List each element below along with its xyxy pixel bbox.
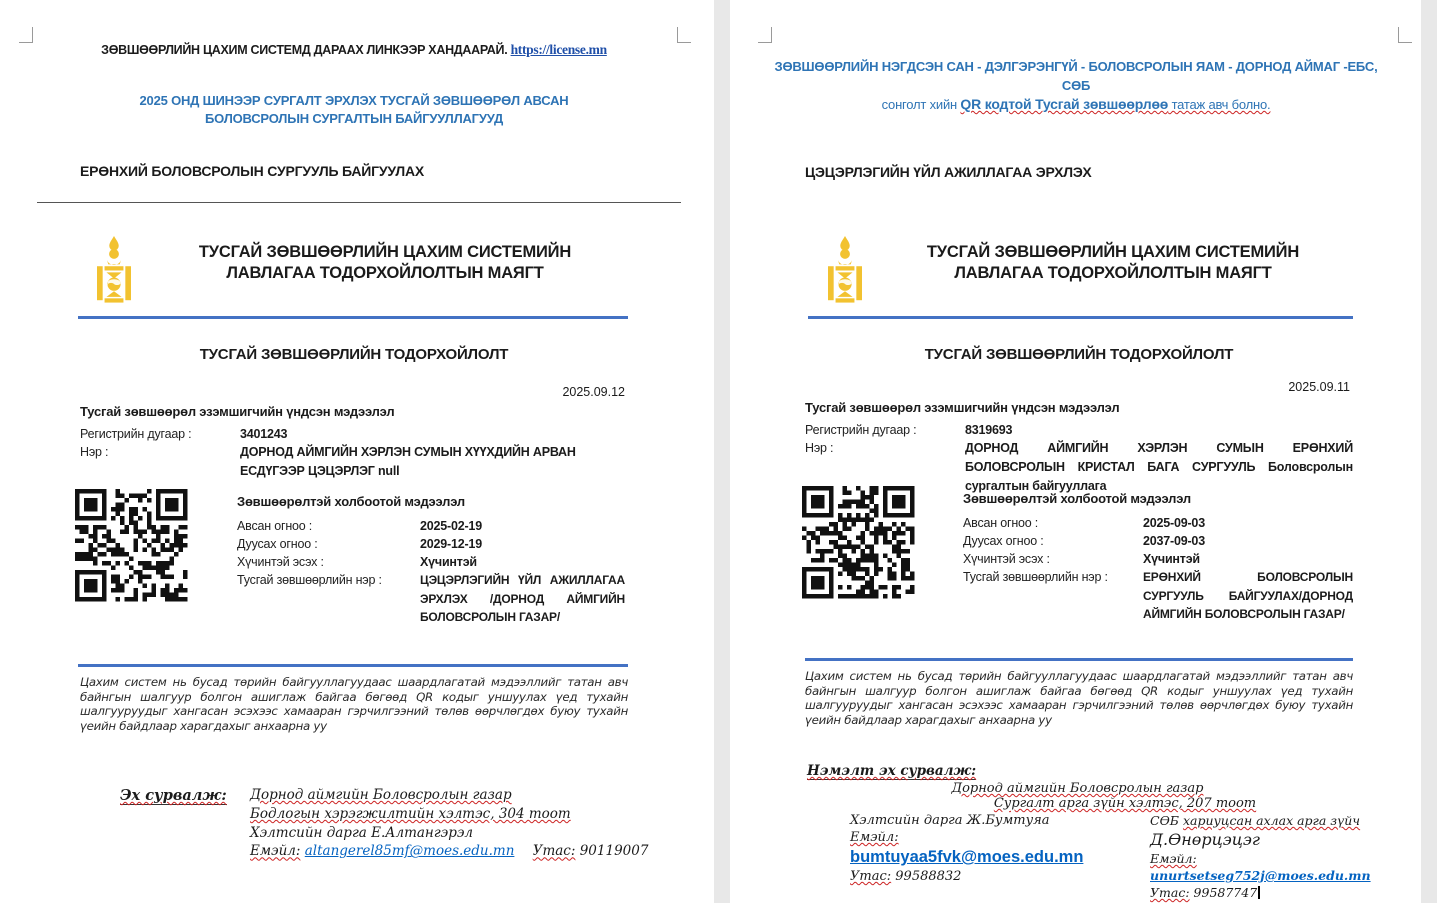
source-center-line2-text: Сургалт арга зүйн хэлтэс, 207 тоот	[993, 796, 1257, 811]
field-row-expire	[237, 535, 628, 553]
qr-code	[802, 486, 915, 599]
top-note-text: ЗӨВШӨӨРЛИЙН ЦАХИМ СИСТЕМД ДАРААХ ЛИНКЭЭР ХАНДААРАЙ.	[101, 43, 508, 57]
blue-rule	[78, 316, 628, 319]
field-row-valid	[963, 550, 1354, 568]
email-link[interactable]: altangerel85mf@moes.edu.mn	[304, 843, 515, 860]
field-label: Дуусах огноо :	[237, 537, 318, 551]
page-subtitle	[80, 92, 628, 128]
qr-code	[75, 489, 188, 602]
email-line	[1150, 850, 1420, 884]
field-row-name	[80, 443, 628, 481]
field-value: ЦЭЦЭРЛЭГИЙН ҮЙЛ АЖИЛЛАГАА ЭРХЛЭХ /ДОРНОД АЙМГИЙН БОЛОВСРОЛЫН ГАЗАР/	[420, 573, 625, 624]
contact-right	[1150, 812, 1420, 901]
field-value: ДОРНОД АЙМГИЙН ХЭРЛЭН СУМЫН ХҮҮХДИЙН АРВАН ЕСДҮГЭЭР ЦЭЦЭРЛЭГ null	[240, 445, 576, 478]
license-link[interactable]: https://license.mn	[510, 42, 607, 57]
certificate-date: 2025.09.11	[1288, 380, 1350, 394]
subtitle-line2: БОЛОВСРОЛЫН СУРГАЛТЫН БАЙГУУЛЛАГУУД	[204, 111, 504, 126]
soyombo-emblem	[95, 236, 133, 304]
field-row-register	[80, 425, 628, 443]
email-link[interactable]: unurtsetseg752j@moes.edu.mn	[1150, 868, 1371, 883]
field-label: Авсан огноо :	[963, 516, 1039, 530]
field-value: ЕРӨНХИЙ БОЛОВСРОЛЫН СУРГУУЛЬ БАЙГУУЛАХ/ДОРНОД АЙМГИЙН БОЛОВСРОЛЫН ГАЗАР/	[1143, 570, 1353, 621]
margin-corner-mark	[758, 27, 772, 43]
certificate-date: 2025.09.12	[562, 385, 625, 399]
top-note-post: татаж авч болно.	[1168, 97, 1271, 112]
field-row-issued	[237, 517, 628, 535]
field-value: Хүчинтэй	[1143, 552, 1200, 566]
email-label: Емэйл:	[1150, 851, 1197, 866]
field-value: 3401243	[240, 427, 288, 441]
source-center-line1: Дорнод аймгийн Боловсролын газар	[951, 781, 1204, 796]
top-note-line1: ЗӨВШӨӨРЛИЙН НЭГДСЭН САН - ДЭЛГЭРЭНГҮЙ - БОЛОВСРОЛЫН ЯАМ - ДОРНОД АЙМАГ -ЕБС, СӨБ	[774, 59, 1378, 93]
source-center-line2	[880, 796, 1370, 811]
form-title-line2: ЛАВЛАГАА ТОДОРХОЙЛОЛТЫН МАЯГТ	[226, 264, 544, 282]
document-page-right	[730, 0, 1421, 903]
form-title	[160, 242, 610, 284]
canvas-right-gutter	[1421, 0, 1437, 903]
field-value: 2025-09-03	[1143, 516, 1205, 530]
field-label: Нэр :	[805, 441, 834, 455]
section-heading: ЕРӨНХИЙ БОЛОВСРОЛЫН СУРГУУЛЬ БАЙГУУЛАХ	[80, 163, 425, 179]
disclaimer-text: Цахим систем нь бусад төрийн байгууллагуудаас шаардлагатай мэдээллийг татан авч байнгын шалгуур болгон ашиглаж байгаа бөгөөд QR кодыг уншуулах үед тухайн шалгууруудыг хангасан эсэхээс хамааран гэрчилгээний төлөв өөрчлөгдөх буюу тухайн үеийн байдлаар харагдахыг анхаарна уу	[805, 669, 1353, 727]
blue-rule	[78, 664, 628, 667]
contact-left	[850, 812, 1140, 885]
phone-line	[1150, 884, 1420, 901]
margin-corner-mark	[19, 27, 33, 43]
field-row-expire	[963, 532, 1354, 550]
field-label: Регистрийн дугаар :	[805, 423, 917, 437]
phone-line	[850, 868, 1140, 885]
owner-section-title: Тусгай зөвшөөрөл эзэмшигчийн үндсэн мэдээлэл	[80, 404, 395, 419]
phone-value: 99588832	[895, 869, 962, 884]
field-row-valid	[237, 553, 628, 571]
top-note	[70, 42, 638, 58]
divider-line	[37, 202, 681, 203]
field-row-license-name	[963, 568, 1354, 624]
source-block	[250, 786, 650, 861]
blue-rule	[808, 316, 1353, 319]
phone-label: Утас:	[850, 869, 892, 884]
margin-corner-mark	[1398, 27, 1412, 43]
phone-value: 90119007	[579, 843, 649, 860]
section-heading: ЦЭЦЭРЛЭГИЙН ҮЙЛ АЖИЛЛАГАА ЭРХЛЭХ	[805, 164, 1092, 180]
phone-label: Утас:	[1150, 885, 1190, 900]
field-label: Регистрийн дугаар :	[80, 427, 192, 441]
text-cursor	[1258, 886, 1260, 899]
top-note-line2	[770, 95, 1382, 114]
contact-title-prefix: СӨБ	[1150, 813, 1183, 828]
owner-section-title: Тусгай зөвшөөрөл эзэмшигчийн үндсэн мэдээлэл	[805, 400, 1120, 415]
email-link[interactable]: bumtuyaa5fvk@moes.edu.mn	[850, 848, 1084, 866]
contact-title-rest: хариуцсан ахлах арга зүйч	[1182, 813, 1361, 828]
field-value: ДОРНОД АЙМГИЙН ХЭРЛЭН СУМЫН ЕРӨНХИЙ БОЛОВСРОЛЫН КРИСТАЛ БАГА СУРГУУЛЬ Боловсролын сургалтын байгууллага	[965, 441, 1353, 493]
email-line	[850, 846, 1140, 868]
field-label: Хүчинтэй эсэх :	[963, 552, 1050, 566]
phone-label: Утас:	[532, 843, 576, 860]
additional-source-label: Нэмэлт эх сурвалж:	[807, 763, 977, 779]
license-section-title: Зөвшөөрөлтэй холбоотой мэдээлэл	[963, 491, 1191, 506]
document-page-left	[0, 0, 714, 903]
form-title-line2: ЛАВЛАГАА ТОДОРХОЙЛОЛТЫН МАЯГТ	[954, 264, 1272, 282]
form-title-line1: ТУСГАЙ ЗӨВШӨӨРЛИЙН ЦАХИМ СИСТЕМИЙН	[198, 243, 572, 261]
email-label: Емэйл:	[850, 830, 899, 845]
disclaimer-text: Цахим систем нь бусад төрийн байгууллагуудаас шаардлагатай мэдээллийг татан авч байнгын шалгуур болгон ашиглаж байгаа бөгөөд QR кодыг уншуулах үед тухайн шалгууруудыг хангасан эсэхээс хамааран гэрчилгээний төлөв өөрчлөгдөх буюу тухайн үеийн байдлаар харагдахыг анхаарна уу	[80, 675, 628, 733]
subtitle-line1: 2025 ОНД ШИНЭЭР СУРГАЛТ ЭРХЛЭХ ТУСГАЙ ЗӨВШӨӨРӨЛ АВСАН	[139, 93, 569, 108]
field-value: 8319693	[965, 423, 1013, 437]
certificate-title: ТУСГАЙ ЗӨВШӨӨРЛИЙН ТОДОРХОЙЛОЛТ	[199, 346, 509, 363]
field-label: Нэр :	[80, 445, 109, 459]
field-label: Тусгай зөвшөөрлийн нэр :	[237, 573, 382, 587]
field-label: Авсан огноо :	[237, 519, 313, 533]
margin-corner-mark	[677, 27, 691, 43]
source-contact-line	[250, 842, 650, 861]
source-line: Хэлтсийн дарга Е.Алтангэрэл	[250, 824, 474, 841]
source-label: Эх сурвалж:	[120, 787, 227, 804]
source-line: Дорнод аймгийн Боловсролын газар	[250, 787, 512, 803]
field-value: Хүчинтэй	[420, 555, 477, 569]
soyombo-emblem	[826, 236, 864, 304]
source-line	[250, 805, 650, 824]
certificate-title: ТУСГАЙ ЗӨВШӨӨРЛИЙН ТОДОРХОЙЛОЛТ	[924, 346, 1234, 363]
license-section-title: Зөвшөөрөлтэй холбоотой мэдээлэл	[237, 494, 465, 509]
contact-name: Хэлтсийн дарга Ж.Бумтуяа	[850, 813, 1050, 828]
email-label: Емэйл:	[250, 843, 301, 860]
field-value: 2029-12-19	[420, 537, 482, 551]
contact-name: Д.Өнөрцэцэг	[1150, 830, 1260, 849]
form-title	[888, 242, 1338, 284]
field-label: Тусгай зөвшөөрлийн нэр :	[963, 570, 1108, 584]
source-line-text: Бодлогын хэрэгжилтийн хэлтэс, 304 тоот	[250, 805, 571, 822]
field-row-license-name	[237, 571, 628, 627]
field-value: 2037-09-03	[1143, 534, 1205, 548]
phone-value: 99587747	[1193, 885, 1258, 900]
top-note	[770, 57, 1382, 114]
field-row-register	[805, 421, 1353, 439]
field-value: 2025-02-19	[420, 519, 482, 533]
field-label: Хүчинтэй эсэх :	[237, 555, 324, 569]
form-title-line1: ТУСГАЙ ЗӨВШӨӨРЛИЙН ЦАХИМ СИСТЕМИЙН	[926, 243, 1300, 261]
top-note-pre: сонголт хийн	[881, 97, 961, 112]
top-note-bold: QR кодтой Тусгай зөвшөөрлөө	[960, 96, 1169, 112]
field-label: Дуусах огноо :	[963, 534, 1044, 548]
field-row-issued	[963, 514, 1354, 532]
contact-title	[1150, 812, 1420, 829]
blue-rule	[805, 658, 1353, 661]
